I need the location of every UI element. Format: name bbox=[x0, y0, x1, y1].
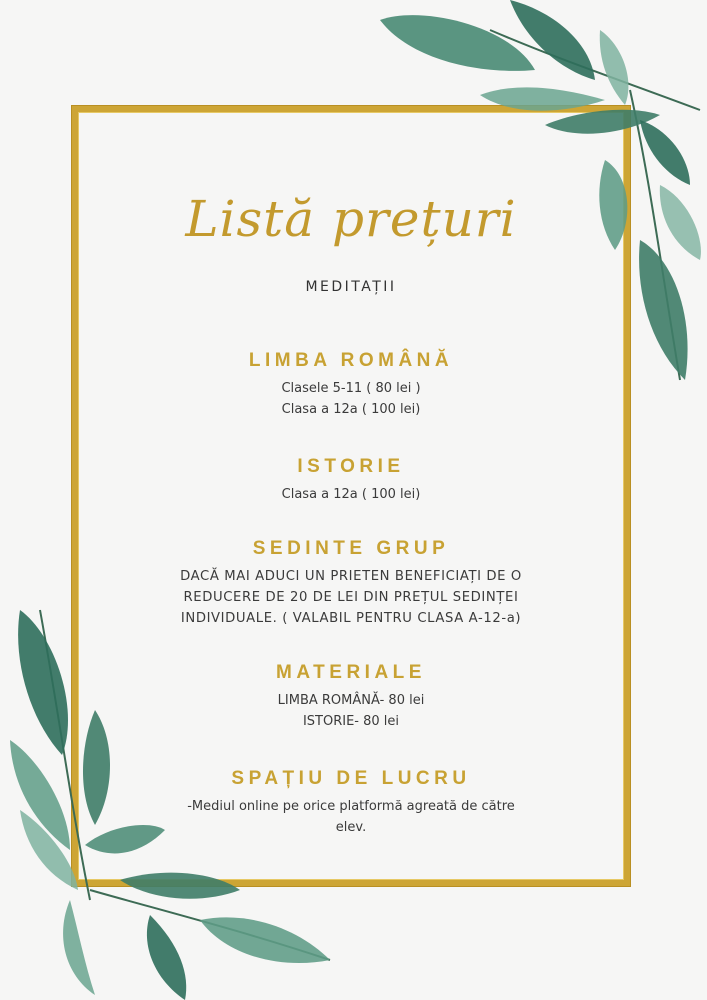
section-heading: ISTORIE bbox=[297, 456, 405, 477]
section-line: elev. bbox=[335, 820, 367, 835]
section-heading: MATERIALE bbox=[276, 662, 426, 683]
section-limba-romana bbox=[72, 350, 630, 420]
section-materiale bbox=[72, 662, 630, 732]
section-heading: LIMBA ROMÂNĂ bbox=[248, 350, 454, 371]
section-line: LIMBA ROMÂNĂ- 80 lei bbox=[277, 693, 425, 708]
section-line: REDUCERE DE 20 DE LEI DIN PREȚUL SEDINȚEI bbox=[183, 590, 519, 605]
section-sedinte-grup bbox=[72, 538, 630, 629]
section-line: -Mediul online pe orice platformă agreată de către bbox=[187, 799, 515, 814]
page-title: Listă prețuri bbox=[185, 190, 517, 248]
section-line: Clasa a 12a ( 100 lei) bbox=[281, 402, 421, 417]
page-subtitle: MEDITAȚII bbox=[305, 279, 397, 295]
section-spatiu-de-lucru bbox=[72, 768, 630, 838]
section-line: Clasele 5-11 ( 80 lei ) bbox=[281, 381, 421, 396]
section-heading: SPAȚIU DE LUCRU bbox=[231, 768, 471, 789]
section-line: ISTORIE- 80 lei bbox=[302, 714, 400, 729]
section-line: DACĂ MAI ADUCI UN PRIETEN BENEFICIAȚI DE O bbox=[180, 569, 522, 584]
section-line: Clasa a 12a ( 100 lei) bbox=[281, 487, 421, 502]
section-line: INDIVIDUALE. ( VALABIL PENTRU CLASA A-12-a) bbox=[180, 611, 522, 626]
section-heading: SEDINTE GRUP bbox=[252, 538, 450, 559]
section-istorie bbox=[72, 456, 630, 505]
